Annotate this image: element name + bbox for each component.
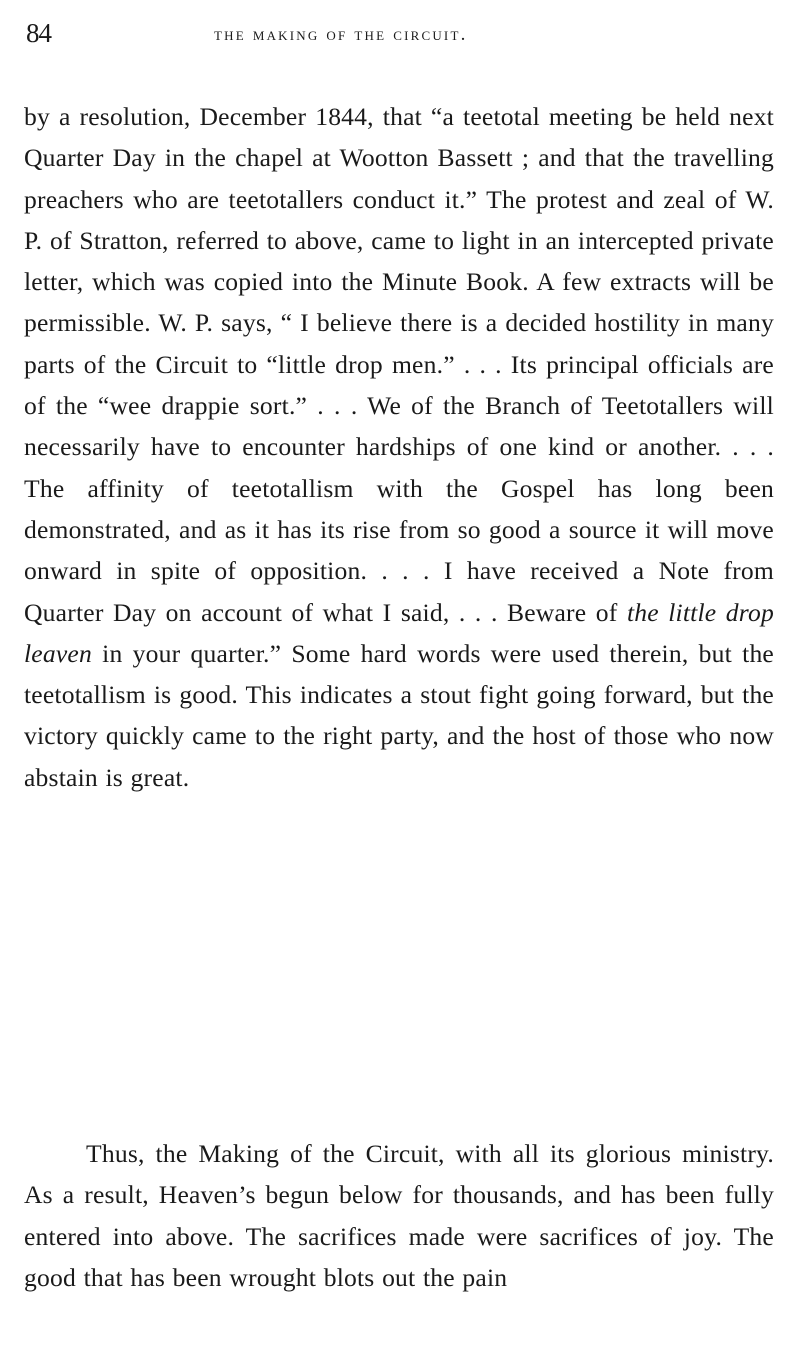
paragraph-1 <box>24 96 774 798</box>
page-number: 84 <box>26 18 51 48</box>
paragraph-1-text-start: by a resolution, December 1844, that “a teetotal meeting be held next Quarter Day in the chapel at Wootton Bassett ; and that the travelling preachers who are teetotallers conduct it.” The protest and zeal of W. P. of Stratton, referred to above, came to light in an intercepted private letter, which was copied into the Minute Book. A few extracts will be permissible. W. P. says, “ I believe there is a decided hostility in many parts of the Circuit to “little drop men.” . . . Its principal officials are of the “wee drappie sort.” . . . We of the Branch of Teetotallers will necessarily have to encounter hardships of one kind or another. . . . The affinity of teetotallism with the Gospel has long been demonstrated, and as it has its rise from so good a source it will move onward in spite of opposition. . . . I have received a Note from Quarter Day on account of what I said, . . . Beware of <box>24 102 774 627</box>
running-title: the making of the circuit. <box>214 24 468 45</box>
paragraph-1-italic-phrase: the little drop leaven <box>24 597 774 668</box>
running-head <box>24 14 774 62</box>
paragraph-2: Thus, the Making of the Circuit, with all its glorious ministry. As a result, Heaven’s begun below for thousands, and has been fully entered into above. The sacrifices made were sacrifices of joy. The good that has been wrought blots out the pain <box>24 1139 774 1292</box>
paragraph-1-text-end: in your quarter.” Some hard words were used therein, but the teetotallism is good. This indicates a stout fight going forward, but the victory quickly came to the right party, and the host of those who now abstain is great. <box>24 638 774 792</box>
